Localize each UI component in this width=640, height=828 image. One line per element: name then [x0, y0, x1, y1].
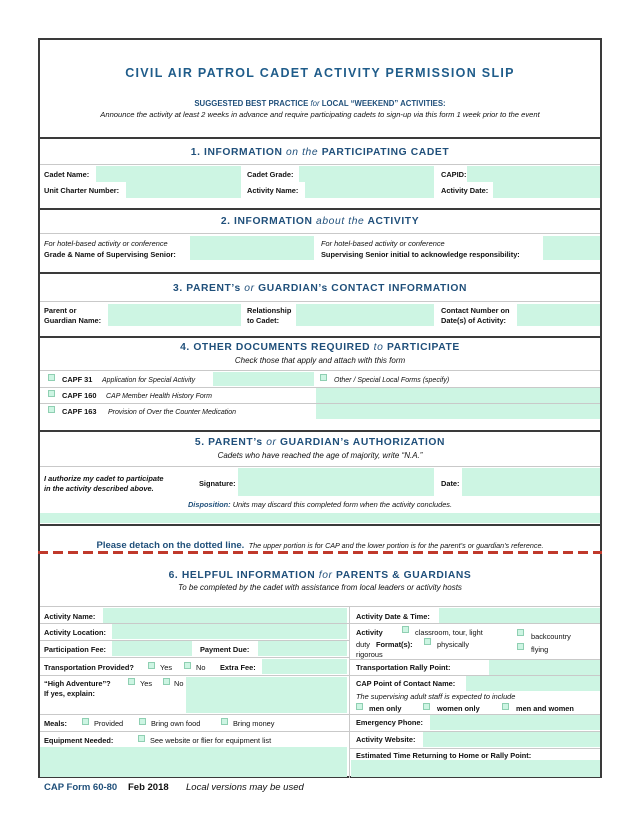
section-divider — [38, 524, 602, 526]
supervising-senior-field[interactable] — [190, 236, 314, 260]
high-adventure-yes-checkbox[interactable] — [128, 678, 135, 685]
physically-checkbox[interactable] — [424, 638, 431, 645]
s4-title-i: to — [373, 342, 384, 353]
meals-provided-label: Provided — [94, 719, 124, 728]
signature-label: Signature: — [199, 479, 236, 488]
row-line — [350, 748, 600, 749]
capf31-checkbox[interactable] — [48, 374, 55, 381]
activity-location-field[interactable] — [112, 624, 347, 639]
disposition-line — [40, 500, 600, 509]
activity-date-label: Activity Date: — [441, 186, 489, 195]
cadet-name-label: Cadet Name: — [44, 170, 90, 179]
section-divider — [38, 336, 602, 338]
parent-label-1: Parent or — [44, 306, 77, 315]
transport-no-label: No — [196, 663, 206, 672]
high-adventure-no-label: No — [174, 679, 184, 688]
signature-field[interactable] — [238, 468, 434, 496]
capf31-desc: Application for Special Activity — [102, 377, 196, 384]
flying-label: flying — [531, 645, 549, 654]
s2-title-i: about the — [316, 216, 365, 227]
capf160-label: CAPF 160 — [62, 391, 97, 400]
bring-money-checkbox[interactable] — [221, 718, 228, 725]
equipment-field[interactable] — [40, 747, 347, 777]
men-and-women-label: men and women — [516, 704, 574, 713]
if-yes-label: If yes, explain: — [44, 689, 95, 698]
disposition-text: Units may discard this completed form when the activity concludes. — [232, 500, 453, 509]
relationship-label-2: to Cadet: — [247, 316, 280, 325]
est-time-field[interactable] — [351, 760, 600, 777]
s5-title-i: or — [266, 437, 277, 448]
capf160-checkbox[interactable] — [48, 390, 55, 397]
senior-initial-label: Supervising Senior initial to acknowledge responsibility: — [321, 250, 520, 259]
section-1-title — [40, 147, 600, 158]
participation-fee-label: Participation Fee: — [44, 645, 107, 654]
activity-duty-label: Activity — [356, 628, 383, 637]
section-divider — [38, 208, 602, 210]
high-adventure-yes-label: Yes — [140, 679, 153, 688]
capf163-desc: Provision of Over the Counter Medication — [108, 409, 237, 416]
row-line — [40, 675, 349, 676]
row-line — [40, 714, 349, 715]
capf160-desc: CAP Member Health History Form — [106, 393, 212, 400]
best-practice-activities: LOCAL “WEEKEND” ACTIVITIES: — [321, 99, 446, 108]
extra-fee-field[interactable] — [262, 659, 347, 674]
participation-fee-field[interactable] — [112, 641, 192, 656]
date-label: Date: — [441, 479, 460, 488]
s3-title-a: 3. PARENT’s — [173, 283, 241, 294]
row-line — [40, 606, 600, 607]
supervising-note: The supervising adult staff is expected to include — [356, 692, 516, 701]
date-field[interactable] — [462, 468, 600, 496]
s2-title-b: ACTIVITY — [367, 216, 420, 227]
row-line — [40, 164, 600, 165]
unit-charter-field[interactable] — [126, 182, 241, 198]
section-divider — [38, 272, 602, 274]
s1-title-i: on the — [285, 147, 319, 158]
poc-label: CAP Point of Contact Name: — [356, 679, 456, 688]
other-forms-label: Other / Special Local Forms (specify) — [334, 377, 450, 384]
section-5-subtitle: Cadets who have reached the age of majority, write “N.A.” — [217, 451, 423, 460]
rally-point-label: Transportation Rally Point: — [356, 663, 451, 672]
footer-form-number: CAP Form 60-80 — [44, 782, 118, 793]
s2-title-a: 2. INFORMATION — [220, 216, 313, 227]
row-line — [40, 403, 600, 404]
other-forms-checkbox[interactable] — [320, 374, 327, 381]
bring-food-checkbox[interactable] — [139, 718, 146, 725]
s1-title-b: PARTICIPATING CADET — [321, 147, 450, 158]
activity-date-field[interactable] — [493, 182, 600, 198]
relationship-label-1: Relationship — [247, 306, 292, 315]
senior-initial-field[interactable] — [543, 236, 600, 260]
section-6-title — [40, 570, 600, 581]
activity-website-label: Activity Website: — [356, 735, 416, 744]
row-line — [350, 623, 600, 624]
s4-title-b: PARTICIPATE — [386, 342, 460, 353]
authorize-line-2: in the activity described above. — [44, 484, 154, 493]
s3-title-b: GUARDIAN’s CONTACT INFORMATION — [258, 283, 467, 294]
activity-name-label-2: Activity Name: — [44, 612, 96, 621]
high-adventure-label: “High Adventure”? — [44, 679, 111, 688]
cadet-name-field[interactable] — [96, 166, 241, 182]
equipment-label: Equipment Needed: — [44, 736, 114, 745]
bring-food-label: Bring own food — [151, 719, 201, 728]
row-line — [40, 233, 600, 234]
activity-name-label: Activity Name: — [247, 186, 299, 195]
section-divider — [38, 430, 602, 432]
s1-title-a: 1. INFORMATION — [190, 147, 283, 158]
men-and-women-checkbox[interactable] — [502, 703, 509, 710]
activity-name-field-2[interactable] — [103, 608, 347, 623]
row-line — [40, 466, 600, 467]
capf163-label: CAPF 163 — [62, 407, 97, 416]
capid-label: CAPID: — [441, 170, 467, 179]
contact-number-label-2: Date(s) of Activity: — [441, 316, 507, 325]
date-time-field[interactable] — [439, 608, 600, 623]
duty-label: duty — [356, 640, 370, 649]
section-6-subtitle: To be completed by the cadet with assistance from local leaders or activity hosts — [178, 583, 462, 592]
s6-title-b: PARENTS & GUARDIANS — [336, 570, 472, 581]
high-adventure-explain-field[interactable] — [186, 677, 347, 713]
disposition-label: Disposition: — [187, 500, 231, 509]
detach-text: The upper portion is for CAP and the lower portion is for the parent’s or guardian’s reference. — [248, 541, 544, 550]
see-website-label: See website or flier for equipment list — [150, 736, 272, 745]
men-only-label: men only — [369, 704, 402, 713]
s5-title-a: 5. PARENT’s — [194, 437, 263, 448]
detach-dashed-line — [38, 551, 602, 554]
cadet-grade-field[interactable] — [299, 166, 434, 182]
best-practice-label: SUGGESTED BEST PRACTICE — [194, 99, 309, 108]
best-practice-for: for — [310, 99, 320, 108]
backcountry-checkbox[interactable] — [517, 629, 524, 636]
guardian-name-field[interactable] — [108, 304, 241, 326]
s6-title-i: for — [318, 570, 333, 581]
transport-label: Transportation Provided? — [44, 663, 134, 672]
emergency-phone-label: Emergency Phone: — [356, 718, 423, 727]
capf31-field[interactable] — [213, 372, 314, 386]
classroom-checkbox[interactable] — [402, 626, 409, 633]
unit-charter-label: Unit Charter Number: — [44, 186, 120, 195]
authorize-line-1: I authorize my cadet to participate — [44, 474, 164, 483]
row-line — [40, 731, 349, 732]
flying-checkbox[interactable] — [517, 643, 524, 650]
supervising-senior-label: Grade & Name of Supervising Senior: — [44, 250, 176, 259]
cadet-grade-label: Cadet Grade: — [247, 170, 294, 179]
poc-field[interactable] — [466, 676, 600, 691]
men-only-checkbox[interactable] — [356, 703, 363, 710]
formats-label: Format(s): — [376, 640, 413, 649]
column-divider — [349, 606, 350, 778]
row-line — [40, 301, 600, 302]
s4-title-a: 4. OTHER DOCUMENTS REQUIRED — [180, 342, 371, 353]
activity-website-field[interactable] — [423, 732, 600, 747]
activity-name-field[interactable] — [305, 182, 434, 198]
section-4-title — [40, 342, 600, 353]
est-time-label: Estimated Time Returning to Home or Rally Point: — [356, 751, 532, 760]
see-website-checkbox[interactable] — [138, 735, 145, 742]
capf31-label: CAPF 31 — [62, 375, 93, 384]
form-title: CIVIL AIR PATROL CADET ACTIVITY PERMISSION SLIP — [125, 66, 515, 80]
transport-yes-checkbox[interactable] — [148, 662, 155, 669]
s5-title-b: GUARDIAN’s AUTHORIZATION — [280, 437, 446, 448]
capid-field[interactable] — [467, 166, 600, 182]
s3-title-i: or — [244, 283, 255, 294]
classroom-label: classroom, tour, light — [415, 628, 483, 637]
transport-no-checkbox[interactable] — [184, 662, 191, 669]
date-time-label: Activity Date & Time: — [356, 612, 430, 621]
women-only-label: women only — [437, 704, 480, 713]
s6-title-a: 6. HELPFUL INFORMATION — [168, 570, 316, 581]
emergency-phone-field[interactable] — [430, 715, 600, 730]
contact-number-field[interactable] — [517, 304, 600, 326]
capf163-checkbox[interactable] — [48, 406, 55, 413]
bring-money-label: Bring money — [233, 719, 275, 728]
rigorous-label: rigorous — [356, 650, 383, 659]
meals-label: Meals: — [44, 719, 68, 728]
detach-bold: Please detach on the dotted line. — [96, 540, 245, 551]
disposition-field[interactable] — [40, 513, 600, 523]
section-5-title — [40, 437, 600, 448]
announce-text: Announce the activity at least 2 weeks in advance and require participating cadets to sign-up via this form 1 week prior to the event — [100, 110, 540, 119]
section-2-title — [40, 216, 600, 227]
section-divider — [38, 137, 602, 139]
high-adventure-no-checkbox[interactable] — [163, 678, 170, 685]
best-practice-line — [40, 99, 600, 108]
rally-point-field[interactable] — [489, 660, 600, 675]
contact-number-label-1: Contact Number on — [441, 306, 510, 315]
activity-location-label: Activity Location: — [44, 628, 107, 637]
hotel-note-right: For hotel-based activity or conference — [321, 239, 445, 248]
backcountry-label: backcountry — [531, 632, 571, 641]
footer-date: Feb 2018 — [128, 782, 169, 793]
row-line — [40, 370, 600, 371]
payment-due-field[interactable] — [258, 641, 347, 656]
section-3-title — [40, 283, 600, 294]
transport-yes-label: Yes — [160, 663, 173, 672]
relationship-field[interactable] — [296, 304, 434, 326]
extra-fee-label: Extra Fee: — [220, 663, 256, 672]
row-line — [40, 657, 349, 658]
women-only-checkbox[interactable] — [423, 703, 430, 710]
hotel-note-left: For hotel-based activity or conference — [44, 239, 168, 248]
parent-label-2: Guardian Name: — [44, 316, 102, 325]
footer-note: Local versions may be used — [186, 782, 304, 793]
meals-provided-checkbox[interactable] — [82, 718, 89, 725]
section-4-subtitle: Check those that apply and attach with this form — [234, 356, 406, 365]
payment-due-label: Payment Due: — [200, 645, 250, 654]
physically-label: physically — [437, 640, 470, 649]
